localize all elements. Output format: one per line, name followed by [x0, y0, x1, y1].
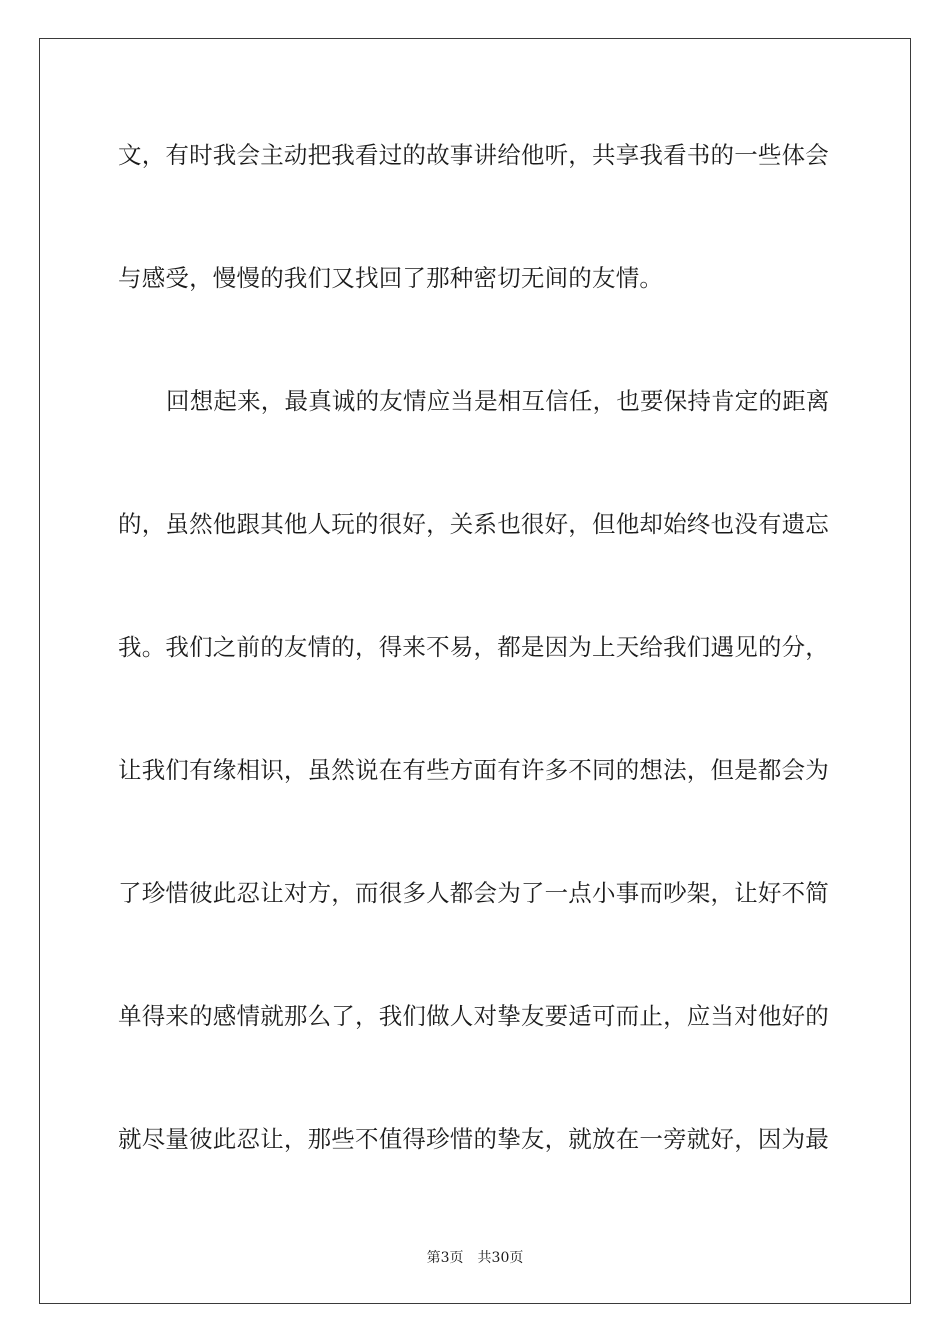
body-line-1: 文，有时我会主动把我看过的故事讲给他听，共享我看书的一些体会 — [118, 141, 829, 169]
body-line-4: 的，虽然他跟其他人玩的很好，关系也很好，但他却始终也没有遗忘 — [118, 510, 829, 538]
page-footer — [0, 1247, 950, 1267]
body-line-9: 就尽量彼此忍让，那些不值得珍惜的挚友，就放在一旁就好，因为最 — [118, 1125, 829, 1153]
page-number: 第3页 — [426, 1250, 464, 1266]
page-frame — [39, 38, 911, 1304]
body-line-8: 单得来的感情就那么了，我们做人对挚友要适可而止，应当对他好的 — [118, 1002, 829, 1030]
body-line-3: 回想起来，最真诚的友情应当是相互信任，也要保持肯定的距离 — [166, 387, 830, 415]
body-line-7: 了珍惜彼此忍让对方，而很多人都会为了一点小事而吵架，让好不简 — [118, 879, 829, 907]
page-total: 共30页 — [477, 1250, 524, 1266]
body-line-6: 让我们有缘相识，虽然说在有些方面有许多不同的想法，但是都会为 — [118, 756, 829, 784]
body-line-2: 与感受，慢慢的我们又找回了那种密切无间的友情。 — [118, 264, 664, 292]
body-line-5: 我。我们之前的友情的，得来不易，都是因为上天给我们遇见的分， — [118, 633, 829, 661]
